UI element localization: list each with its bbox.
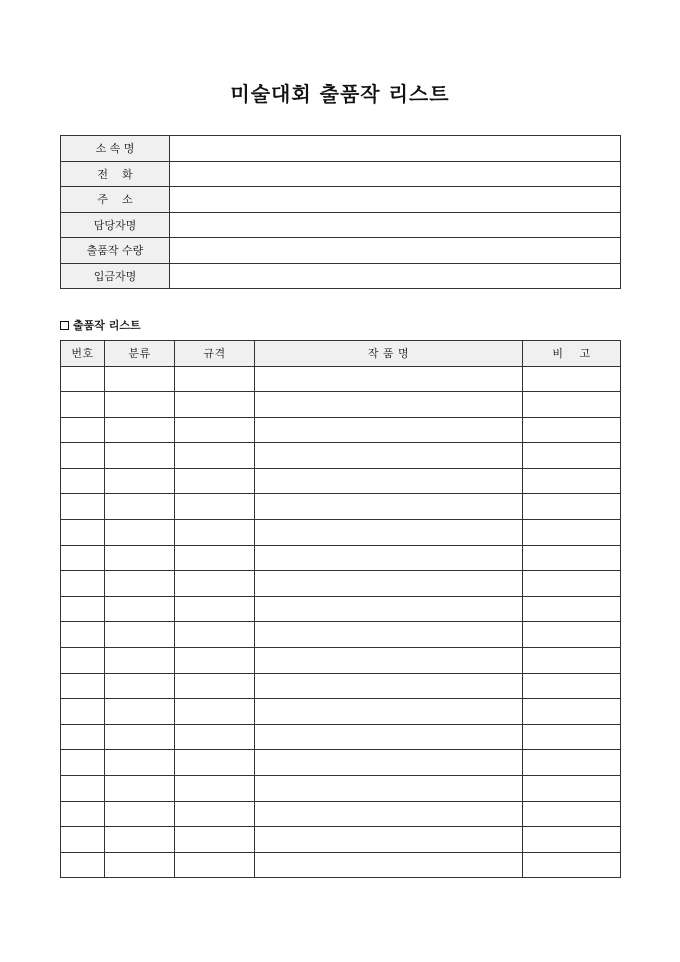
cell-size[interactable] [175,468,255,494]
cell-title[interactable] [255,571,523,597]
table-row [61,417,621,443]
header-category: 분류 [105,341,175,367]
cell-category[interactable] [105,520,175,546]
cell-number[interactable] [61,545,105,571]
cell-title[interactable] [255,724,523,750]
table-row [61,827,621,853]
cell-number[interactable] [61,648,105,674]
entry-list-body [61,366,621,878]
header-number: 번호 [61,341,105,367]
cell-size[interactable] [175,494,255,520]
cell-category[interactable] [105,596,175,622]
cell-number[interactable] [61,596,105,622]
cell-remarks[interactable] [523,699,621,725]
cell-remarks[interactable] [523,776,621,802]
cell-title[interactable] [255,648,523,674]
cell-title[interactable] [255,443,523,469]
cell-remarks[interactable] [523,596,621,622]
cell-category[interactable] [105,750,175,776]
table-row [61,596,621,622]
cell-size[interactable] [175,827,255,853]
cell-number[interactable] [61,468,105,494]
cell-number[interactable] [61,801,105,827]
cell-category[interactable] [105,392,175,418]
info-row-depositor [61,263,621,289]
cell-category[interactable] [105,801,175,827]
cell-category[interactable] [105,468,175,494]
cell-title[interactable] [255,545,523,571]
table-row [61,366,621,392]
cell-title[interactable] [255,366,523,392]
list-header-row [61,341,621,367]
header-size: 규격 [175,341,255,367]
square-bullet-icon [60,321,69,330]
cell-size[interactable] [175,776,255,802]
cell-category[interactable] [105,622,175,648]
cell-category[interactable] [105,673,175,699]
cell-category[interactable] [105,417,175,443]
table-row [61,571,621,597]
cell-remarks[interactable] [523,494,621,520]
section-heading [60,317,141,333]
cell-category[interactable] [105,494,175,520]
cell-title[interactable] [255,673,523,699]
cell-remarks[interactable] [523,622,621,648]
cell-size[interactable] [175,699,255,725]
cell-number[interactable] [61,417,105,443]
cell-size[interactable] [175,443,255,469]
cell-size[interactable] [175,622,255,648]
cell-number[interactable] [61,852,105,878]
cell-size[interactable] [175,673,255,699]
table-row [61,468,621,494]
cell-category[interactable] [105,366,175,392]
cell-remarks[interactable] [523,801,621,827]
info-label-phone: 전 화 [61,161,170,187]
cell-title[interactable] [255,776,523,802]
cell-title[interactable] [255,417,523,443]
info-row-address [61,187,621,213]
cell-category[interactable] [105,776,175,802]
table-row [61,801,621,827]
cell-size[interactable] [175,366,255,392]
cell-number[interactable] [61,776,105,802]
cell-size[interactable] [175,545,255,571]
cell-title[interactable] [255,494,523,520]
cell-title[interactable] [255,468,523,494]
cell-remarks[interactable] [523,443,621,469]
cell-remarks[interactable] [523,673,621,699]
cell-number[interactable] [61,724,105,750]
table-row [61,545,621,571]
cell-remarks[interactable] [523,750,621,776]
table-row [61,443,621,469]
info-label-contact-person: 담당자명 [61,212,170,238]
table-row [61,776,621,802]
cell-number[interactable] [61,366,105,392]
cell-title[interactable] [255,622,523,648]
info-label-address: 주 소 [61,187,170,213]
cell-size[interactable] [175,750,255,776]
cell-title[interactable] [255,520,523,546]
cell-category[interactable] [105,827,175,853]
info-label-depositor: 입금자명 [61,263,170,289]
cell-number[interactable] [61,750,105,776]
info-value-affiliation[interactable] [170,136,621,162]
section-heading-text: 출품작 리스트 [73,319,141,332]
cell-remarks[interactable] [523,827,621,853]
table-row [61,699,621,725]
table-row [61,673,621,699]
cell-category[interactable] [105,648,175,674]
info-label-affiliation: 소 속 명 [61,136,170,162]
cell-size[interactable] [175,801,255,827]
cell-number[interactable] [61,673,105,699]
cell-number[interactable] [61,520,105,546]
cell-title[interactable] [255,827,523,853]
table-row [61,724,621,750]
cell-size[interactable] [175,724,255,750]
cell-remarks[interactable] [523,648,621,674]
info-label-entry-count: 출품작 수량 [61,238,170,264]
cell-number[interactable] [61,494,105,520]
info-row-affiliation [61,136,621,162]
table-row [61,520,621,546]
cell-size[interactable] [175,417,255,443]
cell-remarks[interactable] [523,417,621,443]
info-value-contact-person[interactable] [170,212,621,238]
cell-title[interactable] [255,750,523,776]
cell-remarks[interactable] [523,545,621,571]
cell-category[interactable] [105,724,175,750]
cell-remarks[interactable] [523,468,621,494]
table-row [61,648,621,674]
cell-remarks[interactable] [523,520,621,546]
cell-number[interactable] [61,622,105,648]
cell-size[interactable] [175,596,255,622]
cell-title[interactable] [255,699,523,725]
cell-title[interactable] [255,596,523,622]
cell-number[interactable] [61,827,105,853]
cell-size[interactable] [175,648,255,674]
document-title: 미술대회 출품작 리스트 [230,82,450,106]
info-value-address[interactable] [170,187,621,213]
applicant-info-table [60,135,621,289]
cell-number[interactable] [61,571,105,597]
table-row [61,852,621,878]
cell-category[interactable] [105,443,175,469]
cell-size[interactable] [175,852,255,878]
info-row-contact-person [61,212,621,238]
cell-category[interactable] [105,699,175,725]
info-row-entry-count [61,238,621,264]
cell-size[interactable] [175,520,255,546]
cell-remarks[interactable] [523,571,621,597]
cell-number[interactable] [61,699,105,725]
cell-number[interactable] [61,392,105,418]
cell-title[interactable] [255,801,523,827]
entry-list-table [60,340,621,878]
cell-remarks[interactable] [523,366,621,392]
cell-remarks[interactable] [523,852,621,878]
table-row [61,622,621,648]
cell-category[interactable] [105,571,175,597]
header-remarks: 비 고 [523,341,621,367]
cell-title[interactable] [255,392,523,418]
info-value-phone[interactable] [170,161,621,187]
cell-size[interactable] [175,571,255,597]
table-row [61,750,621,776]
cell-remarks[interactable] [523,392,621,418]
info-value-entry-count[interactable] [170,238,621,264]
header-title: 작 품 명 [255,341,523,367]
cell-number[interactable] [61,443,105,469]
cell-remarks[interactable] [523,724,621,750]
info-value-depositor[interactable] [170,263,621,289]
cell-size[interactable] [175,392,255,418]
table-row [61,494,621,520]
cell-category[interactable] [105,852,175,878]
cell-category[interactable] [105,545,175,571]
table-row [61,392,621,418]
info-row-phone [61,161,621,187]
cell-title[interactable] [255,852,523,878]
